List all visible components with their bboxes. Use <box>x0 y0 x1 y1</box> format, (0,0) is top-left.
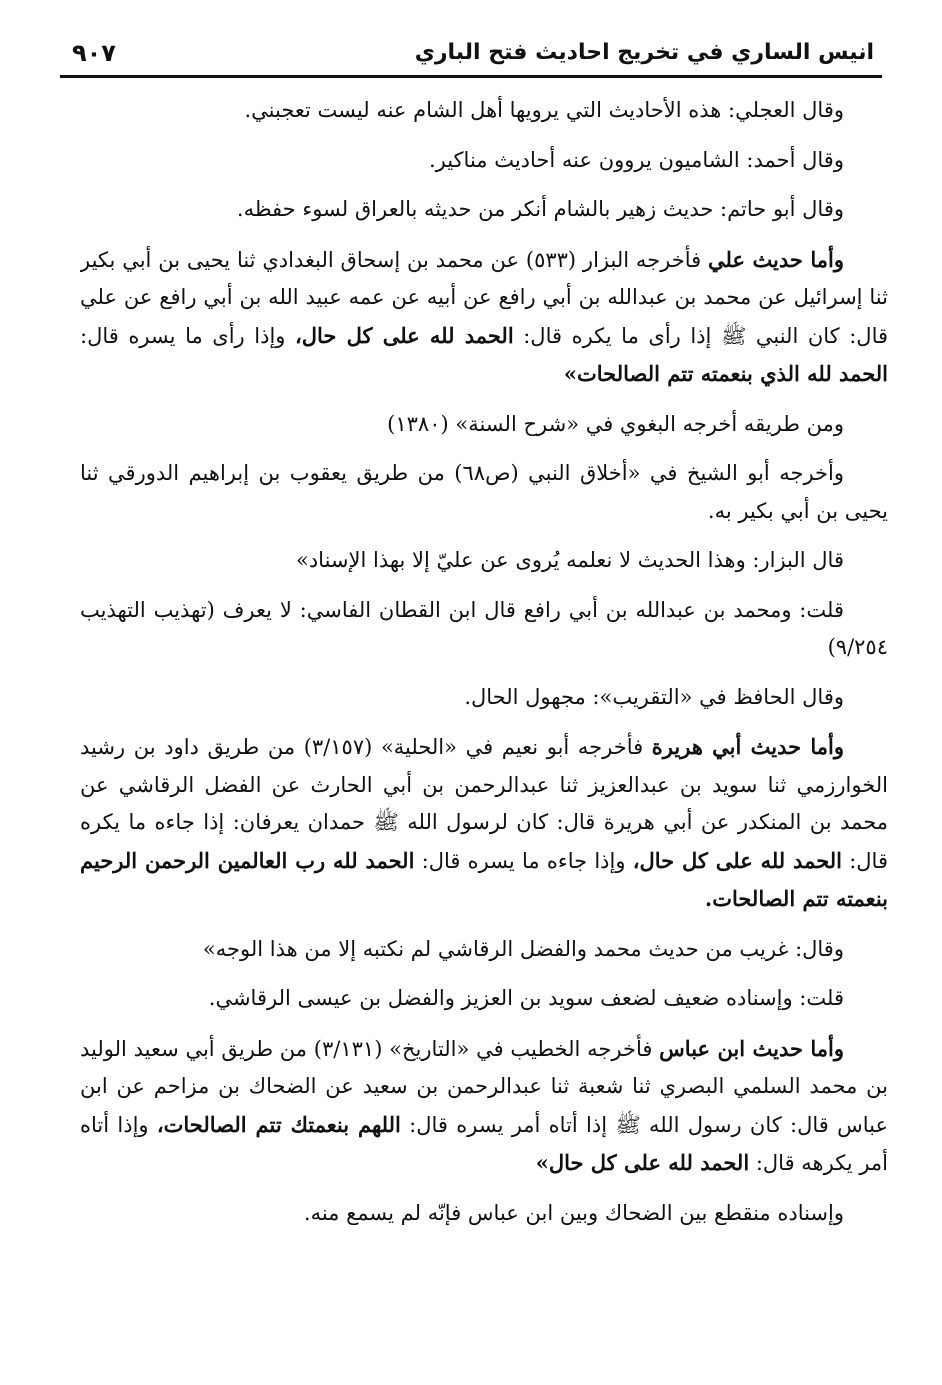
text-run: قلت: وإسناده ضعيف لضعف سويد بن العزيز والفضل بن عيسى الرقاشي. <box>208 986 844 1010</box>
text-run: قلت: ومحمد بن عبدالله بن أبي رافع قال ابن القطان الفاسي: لا يعرف (تهذيب التهذيب ٩/٢٥٤) <box>80 597 888 659</box>
page-number: ٩٠٧ <box>72 39 116 67</box>
header-rule <box>60 75 882 78</box>
bold-phrase: الحمد لله رب العالمين الرحمن الرحيم بنعمته تتم الصالحات. <box>80 847 888 911</box>
paragraph <box>80 142 888 180</box>
paragraph <box>80 980 888 1018</box>
paragraph <box>80 542 888 580</box>
paragraph <box>80 241 888 394</box>
text-run: وقال أبو حاتم: حديث زهير بالشام أنكر من حديثه بالعراق لسوء حفظه. <box>236 197 844 221</box>
paragraph <box>80 92 888 130</box>
text-run: وقال: غريب من حديث محمد والفضل الرقاشي لم نكتبه إلا من هذا الوجه» <box>202 936 844 961</box>
bold-phrase: الحمد لله الذي بنعمته تتم الصالحات» <box>563 361 888 386</box>
text-run: وقال العجلي: هذه الأحاديث التي يرويها أهل الشام عنه ليست تعجبني. <box>244 98 844 122</box>
bold-phrase: وأما حديث ابن عباس <box>659 1035 844 1061</box>
bold-phrase: الحمد لله على كل حال، <box>295 322 514 348</box>
text-run: وقال الحافظ في «التقريب»: مجهول الحال. <box>464 684 844 709</box>
paragraph <box>80 679 888 717</box>
paragraph <box>80 455 888 530</box>
paragraph <box>80 931 888 969</box>
paragraph <box>80 592 888 667</box>
text-run: قال البزار: وهذا الحديث لا نعلمه يُروى عن عليّ إلا بهذا الإسناد» <box>295 548 844 572</box>
text-run: فأخرجه أبو نعيم في «الحلية» (٣/١٥٧) من طريق داود بن رشيد الخوارزمي ثنا سويد بن عبدالعزيز ثنا عبدالرحمن بن أبي الحارث عن الفضل الرقاشي عن محمد بن المنكدر عن أبي هريرة قال: كان لرسول الله ﷺ حمدان يعرفان: إذا جاءه ما يكره قال: <box>80 735 888 873</box>
text-run: وإذا رأى ما يسره قال: <box>80 323 295 348</box>
text-run: وإسناده منقطع بين الضحاك وبين ابن عباس فإنّه لم يسمع منه. <box>303 1200 844 1225</box>
paragraph <box>80 1195 888 1233</box>
text-run: ومن طريقه أخرجه البغوي في «شرح السنة» (١٣٨٠) <box>387 411 844 436</box>
paragraph <box>80 728 888 919</box>
text-run: وأخرجه أبو الشيخ في «أخلاق النبي (ص٦٨) من طريق يعقوب بن إبراهيم الدورقي ثنا يحيى بن أبي بكير به. <box>80 461 888 523</box>
text-run: وإذا جاءه ما يسره قال: <box>414 848 633 873</box>
page-body <box>80 92 888 1322</box>
text-run: وإذا أتاه أمر يكرهه قال: <box>80 1112 888 1175</box>
bold-phrase: الحمد لله على كل حال، <box>632 847 842 873</box>
bold-phrase: اللهم بنعمتك تتم الصالحات، <box>156 1111 401 1137</box>
bold-phrase: الحمد لله على كل حال» <box>535 1150 750 1175</box>
text-run: وقال أحمد: الشاميون يروون عنه أحاديث مناكير. <box>428 147 844 172</box>
running-header <box>60 36 882 76</box>
paragraph <box>80 1030 888 1183</box>
bold-phrase: وأما حديث علي <box>707 246 844 272</box>
text-run: فأخرجه الخطيب في «التاريخ» (٣/١٣١) من طريق أبي سعيد الوليد بن محمد السلمي البصري ثنا شعبة ثنا عبدالرحمن بن سعيد عن الضحاك بن مزاحم عن ابن عباس قال: كان رسول الله ﷺ إذا أتاه أمر يسره قال: <box>80 1036 888 1137</box>
paragraph <box>80 191 888 229</box>
bold-phrase: وأما حديث أبي هريرة <box>651 734 844 759</box>
book-title: انيس الساري في تخريج احاديث فتح الباري <box>414 40 874 65</box>
text-run: فأخرجه البزار (٥٣٣) عن محمد بن إسحاق البغدادي ثنا يحيى بن أبي بكير ثنا إسرائيل عن محمد بن عبدالله بن أبي رافع عن أبيه عن عمه عبيد الله بن أبي رافع عن علي قال: كان النبي ﷺ إذا رأى ما يكره قال: <box>80 247 888 348</box>
paragraph <box>80 406 888 444</box>
